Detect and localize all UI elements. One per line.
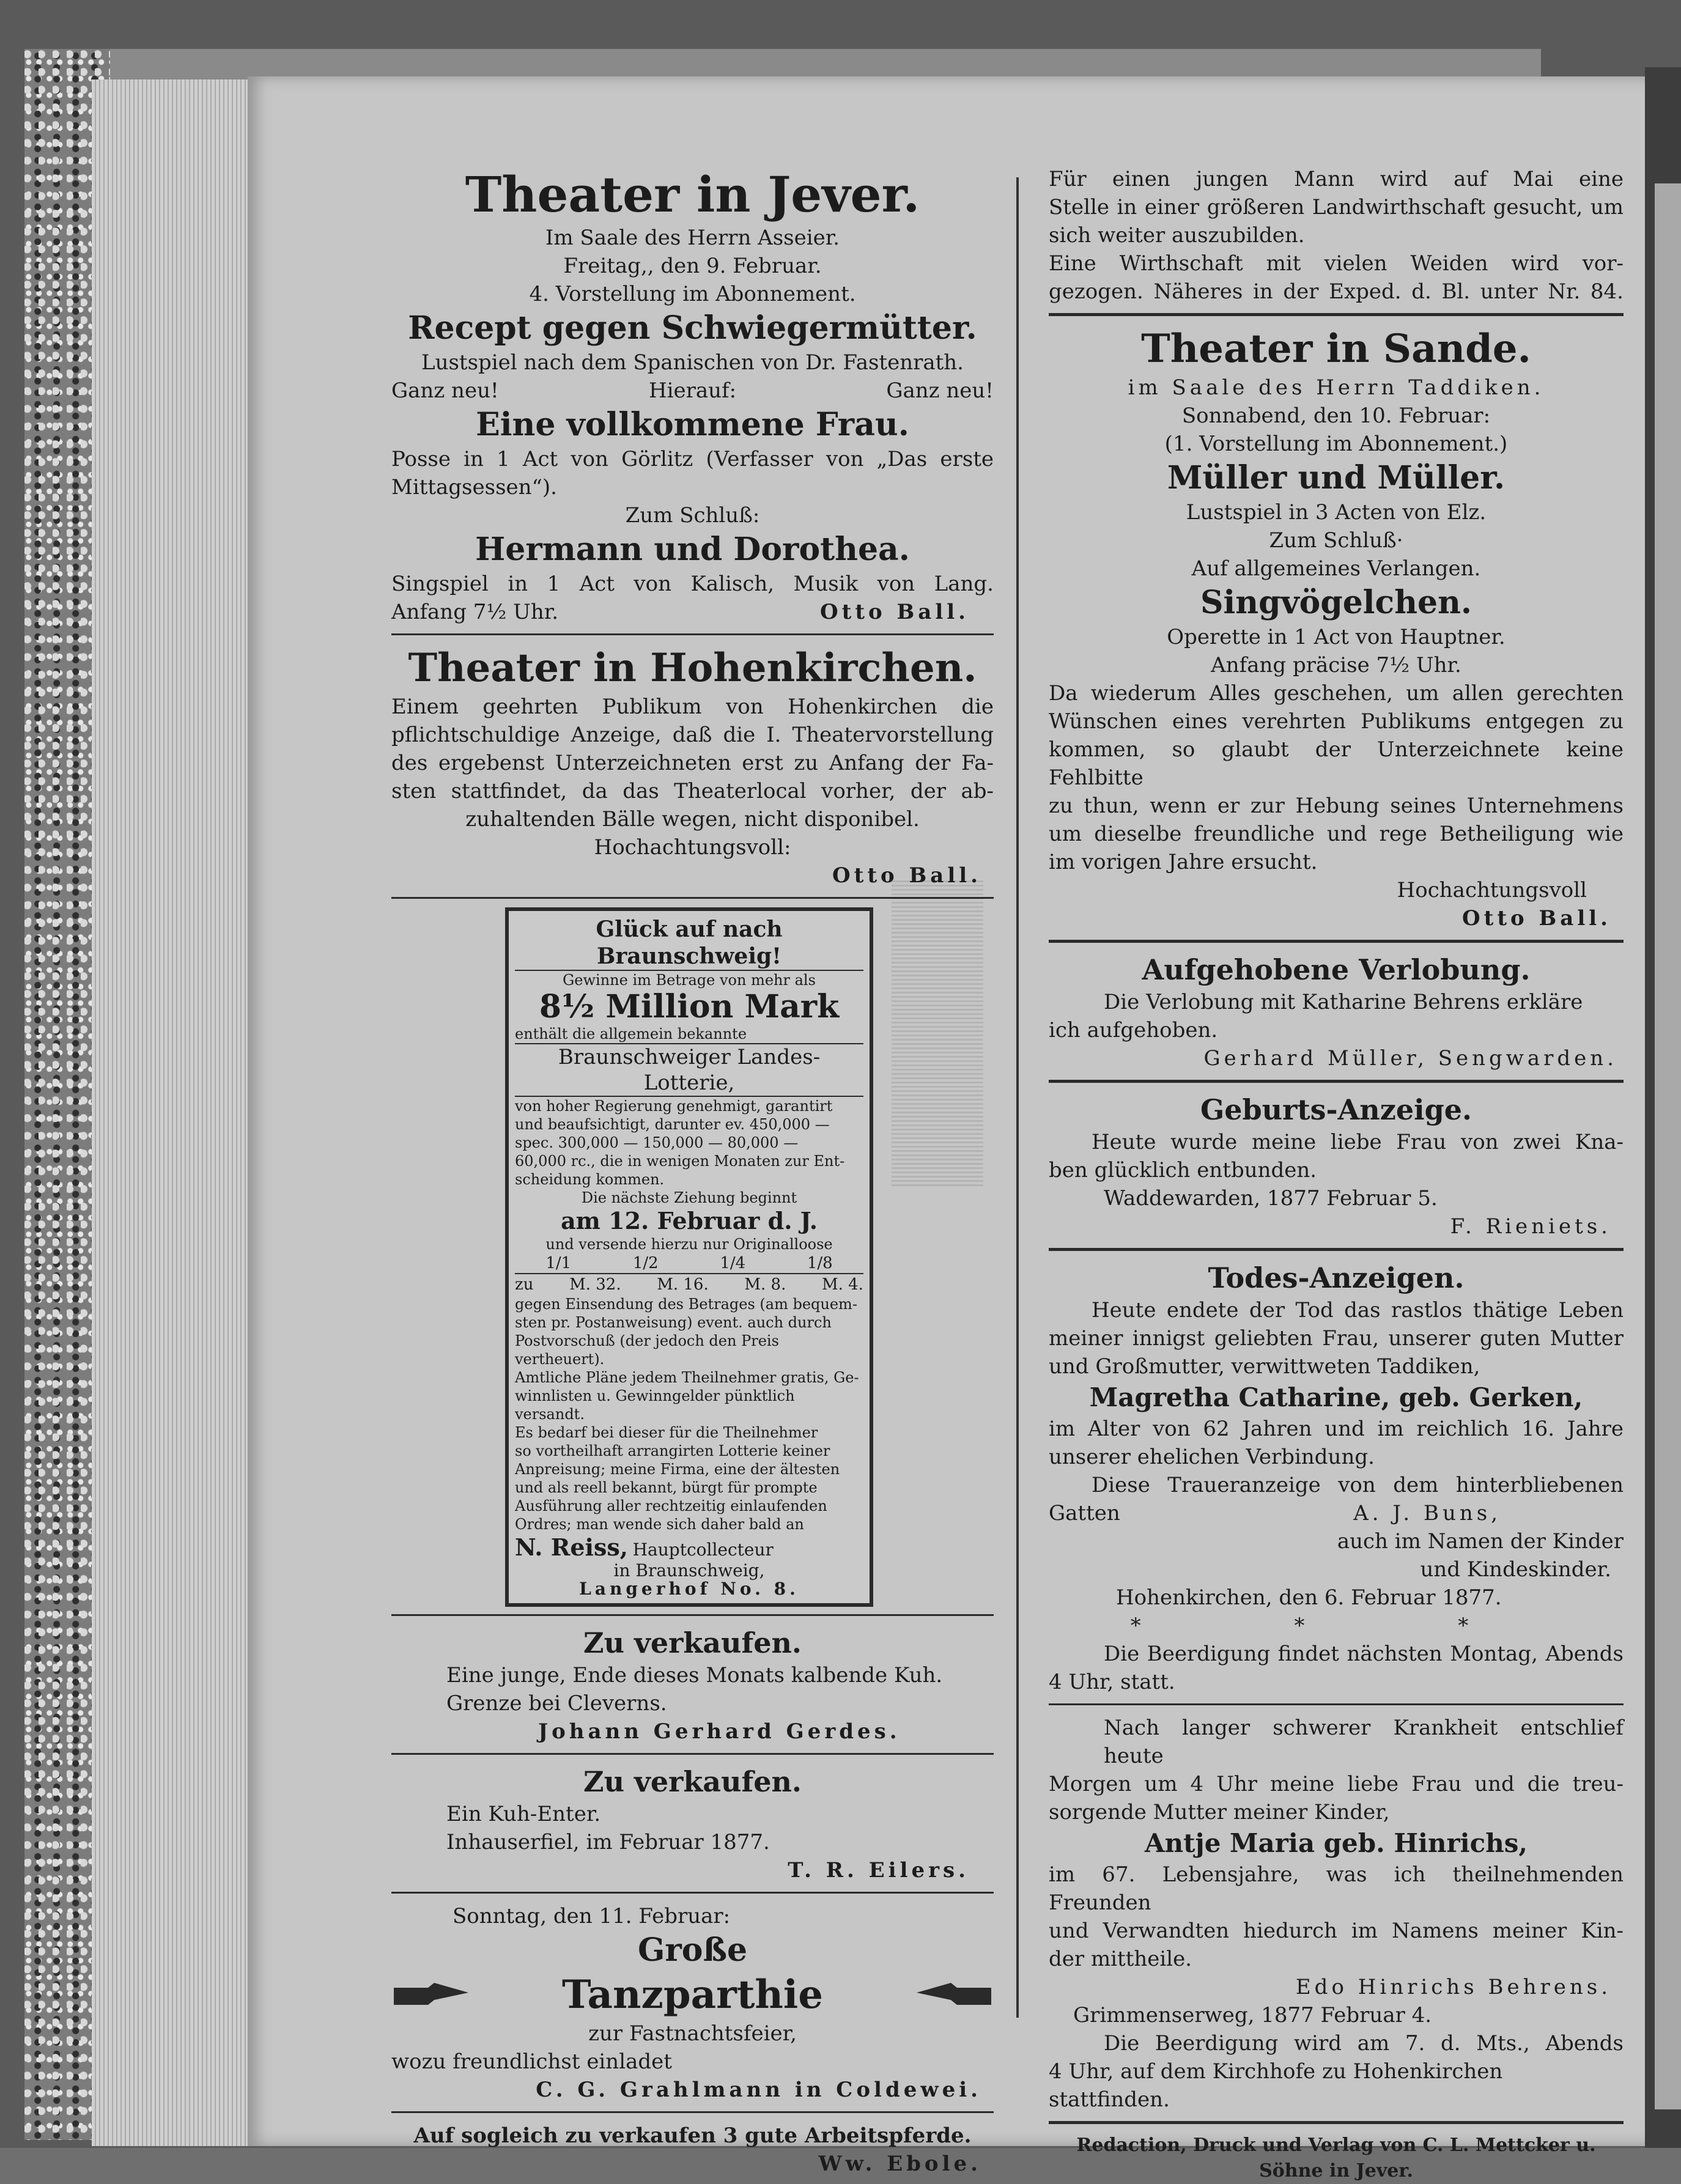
ad-line: Auf sogleich zu verkaufen 3 gute Arbeitspferde. (413, 2123, 972, 2148)
page-edges (92, 79, 251, 2146)
signature: Gerhard Müller, Sengwarden. (1203, 1046, 1617, 1071)
ad-line: Zum Schluß: (625, 503, 760, 528)
divider (1049, 940, 1624, 943)
ad-title: Geburts-Anzeige. (1200, 1093, 1472, 1126)
ad-sale-enter (391, 1763, 994, 1884)
ad-job (1049, 165, 1624, 306)
pointing-hand-left-icon (914, 1976, 994, 2015)
lottery-line: enthält die allgemein bekannte (515, 1025, 747, 1042)
ad-line: Die Beerdigung findet nächsten Montag, Abends (1104, 1642, 1624, 1666)
ad-theater-jever (391, 165, 994, 626)
signature: Johann Gerhard Gerdes. (538, 1719, 901, 1744)
ad-dance (391, 1902, 994, 2104)
ad-line: Hochachtungsvoll: (594, 835, 791, 860)
play-title: Müller und Müller. (1167, 459, 1506, 496)
lottery-line: in Braunschweig, (613, 1560, 765, 1581)
ad-line: zu thun, wenn er zur Hebung seines Unternehmens (1049, 794, 1624, 818)
ad-line: Lustspiel in 3 Acten von Elz. (1186, 500, 1487, 525)
ad-theater-hohenkirchen (391, 644, 994, 890)
price: M. 32. (569, 1275, 621, 1294)
ad-line: kommen, so glaubt der Unterzeichnete keine Fehlbitte (1049, 737, 1624, 790)
ad-line: Posse in 1 Act von Görlitz (Verfasser von „Das erste (391, 447, 994, 471)
lottery-firm: N. Reiss, (515, 1533, 628, 1561)
play-title: Singvögelchen. (1200, 584, 1472, 621)
ad-line: Hochachtungsvoll (1397, 878, 1587, 902)
ad-line: Grimmenserweg, 1877 Februar 4. (1073, 2003, 1432, 2027)
ad-lottery (505, 907, 873, 1607)
lottery-line: und beaufsichtigt, darunter ev. 450,000 — (515, 1116, 830, 1133)
ad-line: auch im Namen der Kinder (1337, 1529, 1624, 1554)
ad-birth (1049, 1091, 1624, 1241)
signature: A. J. Buns, (1353, 1501, 1501, 1525)
lottery-firm-row (515, 1533, 863, 1562)
signature: Otto Ball. (1462, 906, 1611, 931)
ad-line: Anfang präcise 7½ Uhr. (1211, 653, 1461, 677)
divider (1049, 1080, 1624, 1083)
ad-engagement (1049, 951, 1624, 1072)
lottery-prices (515, 1273, 863, 1295)
ad-line: meiner innigst geliebten Frau, unserer guten Mutter (1049, 1326, 1624, 1351)
lottery-amount: 8½ Million Mark (539, 988, 840, 1025)
ad-line: Mittagsessen“). (391, 475, 557, 500)
play-title: Recept gegen Schwiegermütter. (408, 309, 977, 347)
ad-line: Auf allgemeines Verlangen. (1191, 556, 1481, 581)
ad-line: Singspiel in 1 Act von Kalisch, Musik von Lang. (391, 572, 994, 596)
divider (391, 1614, 994, 1616)
pointing-hand-right-icon (391, 1976, 471, 2015)
signature: C. G. Grahlmann in Coldewei. (536, 2078, 981, 2102)
ad-line: Grenze bei Cleverns. (446, 1691, 667, 1716)
lottery-line: gegen Einsendung des Betrages (am bequem- (515, 1296, 857, 1313)
ad-sale-cow (391, 1625, 994, 1746)
ad-line: des ergebenst Unterzeichneten erst zu Anfang der Fa- (391, 751, 994, 775)
ad-line: Heute endete der Tod das rastlos thätige Leben (1092, 1298, 1624, 1323)
ad-line: Die Verlobung mit Katharine Behrens erkläre (1104, 990, 1583, 1014)
ad-line: Sonnabend, den 10. Februar: (1181, 404, 1491, 428)
ad-line: unserer ehelichen Verbindung. (1049, 1445, 1375, 1469)
lottery-line: Gewinne im Betrage von mehr als (563, 972, 816, 989)
ad-line: und Verwandten hiedurch im Namens meiner Kin- (1049, 1919, 1624, 1943)
ad-line: ich aufgehoben. (1049, 1018, 1218, 1042)
lottery-line: Amtliche Pläne jedem Theilnehmer gratis, Ge- (515, 1369, 859, 1386)
ad-line: Für einen jungen Mann wird auf Mai eine (1049, 167, 1624, 191)
column-divider (1016, 177, 1019, 2018)
fraction: 1/4 (720, 1254, 746, 1272)
lottery-line: Die nächste Ziehung beginnt (581, 1189, 797, 1206)
ad-line: Nach langer schwerer Krankheit entschlief heute (1104, 1716, 1624, 1768)
ad-line: der mittheile. (1049, 1947, 1192, 1971)
ad-title: Theater in Hohenkirchen. (408, 645, 977, 691)
ad-text: Ganz neu! (391, 378, 499, 403)
lottery-line: Ausführung aller rechtzeitig einlaufenden (515, 1497, 827, 1514)
ad-line: Sonntag, den 11. Februar: (453, 1904, 731, 1928)
ad-row (391, 377, 994, 405)
ad-text: Ganz neu! (886, 378, 994, 403)
ad-line: ben glücklich entbunden. (1049, 1158, 1317, 1182)
ad-line: Lustspiel nach dem Spanischen von Dr. Fastenrath. (421, 350, 964, 375)
ad-line: und Großmutter, verwittweten Taddiken, (1049, 1354, 1480, 1379)
ad-line: Einem geehrten Publikum von Hohenkirchen die (391, 695, 994, 719)
ad-line: Heute wurde meine liebe Frau von zwei Kna- (1092, 1130, 1624, 1154)
ad-text: Gatten (1049, 1501, 1120, 1525)
ad-text: Hierauf: (648, 378, 737, 403)
ad-line: Wünschen eines verehrten Publikums entgegen zu (1049, 709, 1624, 734)
divider (1049, 2121, 1624, 2124)
divider (391, 1753, 994, 1755)
ad-title: Theater in Sande. (1141, 326, 1531, 372)
ad-line: Stelle in einer größeren Landwirthschaft gesucht, um (1049, 195, 1624, 220)
lottery-line: sten pr. Postanweisung) event. auch durch (515, 1314, 832, 1331)
signature: Ww. Ebole. (818, 2152, 981, 2176)
lottery-line: von hoher Regierung genehmigt, garantirt (515, 1098, 833, 1115)
ad-line: gezogen. Näheres in der Exped. d. Bl. unter Nr. 84. (1049, 279, 1624, 304)
ad-line: Ein Kuh-Enter. (446, 1802, 601, 1826)
play-title: Eine vollkommene Frau. (476, 406, 909, 443)
signature: Otto Ball. (832, 863, 981, 888)
price: M. 4. (821, 1275, 863, 1294)
lottery-line: winnlisten u. Gewinngelder pünktlich versandt. (515, 1387, 795, 1423)
ad-line: Inhauserfiel, im Februar 1877. (446, 1830, 770, 1854)
ad-line: (1. Vorstellung im Abonnement.) (1164, 432, 1508, 456)
ad-line: 4 Uhr, auf dem Kirchhofe zu Hohenkirchen stattfinden. (1049, 2059, 1503, 2112)
lottery-line: Ordres; man wende sich daher bald an (515, 1516, 804, 1533)
lottery-line: Postvorschuß (der jedoch den Preis vertheuert). (515, 1332, 779, 1368)
deceased-name: Antje Maria geb. Hinrichs, (1144, 1828, 1528, 1858)
lottery-line: scheidung kommen. (515, 1171, 665, 1188)
divider (391, 897, 994, 899)
lottery-line: spec. 300,000 — 150,000 — 80,000 — (515, 1134, 799, 1151)
ad-line: Waddewarden, 1877 Februar 5. (1104, 1186, 1438, 1211)
divider (1049, 313, 1624, 316)
ad-line: um dieselbe freundliche und rege Betheiligung wie (1049, 822, 1624, 846)
fraction: 1/1 (545, 1254, 572, 1272)
separator-stars: * * * (1130, 1614, 1542, 1638)
price: M. 8. (744, 1275, 786, 1294)
lottery-line: und als reell bekannt, bürgt für prompte (515, 1479, 818, 1496)
ad-line: im vorigen Jahre ersucht. (1049, 850, 1318, 874)
ad-text: Anfang 7½ Uhr. (391, 600, 559, 624)
divider (391, 2111, 994, 2113)
lottery-fractions (515, 1253, 863, 1273)
divider (391, 1892, 994, 1894)
ad-title: Zu verkaufen. (583, 1626, 802, 1659)
ad-title: Todes-Anzeigen. (1208, 1261, 1465, 1294)
ad-line: 4. Vorstellung im Abonnement. (529, 282, 856, 306)
price: zu (515, 1275, 534, 1294)
ad-line: Hohenkirchen, den 6. Februar 1877. (1116, 1585, 1502, 1610)
ad-title: Tanzparthie (562, 1972, 823, 2018)
ad-title: Aufgehobene Verlobung. (1142, 953, 1531, 986)
ad-line: Eine Wirthschaft mit vielen Weiden wird vor- (1049, 251, 1624, 276)
lottery-headline: Glück auf nach Braunschweig! (515, 916, 863, 971)
imprint-footer: Redaction, Druck und Verlag von C. L. Mettcker u. Söhne in Jever. (1076, 2134, 1596, 2182)
ad-line: Diese Traueranzeige von dem hinterbliebenen (1092, 1473, 1624, 1497)
ad-title: Große (637, 1931, 748, 1969)
next-page-strip (1655, 183, 1681, 2109)
dance-row (391, 1971, 994, 2020)
signature: Edo Hinrichs Behrens. (1295, 1975, 1611, 1999)
divider (1049, 1703, 1624, 1705)
ad-line: Zum Schluß· (1269, 528, 1403, 553)
ad-theater-sande (1049, 325, 1624, 932)
lottery-line: so vortheilhaft arrangirten Lotterie keiner (515, 1442, 830, 1459)
ad-title: Zu verkaufen. (583, 1765, 802, 1798)
ad-line: zuhaltenden Bälle wegen, nicht disponibel. (465, 807, 920, 832)
signature: Otto Ball. (820, 600, 969, 624)
divider (1049, 1248, 1624, 1251)
lottery-line: Langerhof No. 8. (579, 1579, 799, 1599)
ad-title: Theater in Jever. (465, 166, 920, 223)
ad-death (1049, 1260, 1624, 2114)
ad-line: Im Saale des Herrn Asseier. (545, 226, 840, 250)
ad-line: 4 Uhr, statt. (1049, 1670, 1175, 1694)
ad-line: zur Fastnachtsfeier, (588, 2021, 797, 2046)
right-column (1049, 165, 1624, 2184)
lottery-line: Es bedarf bei dieser für die Theilnehmer (515, 1424, 818, 1441)
lottery-line: 60,000 rc., die in wenigen Monaten zur Ent- (515, 1153, 845, 1170)
fraction: 1/8 (807, 1254, 833, 1272)
fraction: 1/2 (632, 1254, 659, 1272)
ad-line: und Kindeskinder. (1420, 1557, 1611, 1582)
ad-line: im Alter von 62 Jahren und im reichlich 16. Jahre (1049, 1417, 1624, 1441)
signature: F. Rieniets. (1450, 1214, 1611, 1239)
signature: T. R. Eilers. (788, 1858, 969, 1883)
ad-line: Freitag,, den 9. Februar. (563, 254, 822, 278)
ad-row (391, 598, 994, 626)
ad-line: wozu freundlichst einladet (391, 2049, 672, 2074)
lottery-line: Hauptcollecteur (632, 1540, 774, 1560)
ad-horses (391, 2122, 994, 2178)
divider (391, 633, 994, 635)
ad-line: Eine junge, Ende dieses Monats kalbende Kuh. (446, 1663, 943, 1688)
left-column (391, 165, 994, 2178)
ad-line: pflichtschuldige Anzeige, daß die I. Theatervorstellung (391, 723, 994, 747)
ad-line: Die Beerdigung wird am 7. d. Mts., Abends (1104, 2031, 1624, 2056)
price: M. 16. (657, 1275, 709, 1294)
ad-line: Da wiederum Alles geschehen, um allen gerechten (1049, 681, 1624, 706)
ad-line: im 67. Lebensjahre, was ich theilnehmenden Freunden (1049, 1862, 1624, 1915)
ad-line: im Saale des Herrn Taddiken. (1128, 375, 1545, 400)
ad-line: sten stattfindet, da das Theaterlocal vorher, der ab- (391, 779, 994, 803)
lottery-line: und versende hierzu nur Originalloose (545, 1236, 833, 1253)
ad-line: sich weiter auszubilden. (1049, 223, 1305, 248)
ad-row (1049, 1499, 1624, 1527)
lottery-date: am 12. Februar d. J. (561, 1207, 818, 1234)
lottery-line: Anpreisung; meine Firma, eine der ältesten (515, 1461, 840, 1478)
ad-line: sorgende Mutter meiner Kinder, (1049, 1800, 1390, 1824)
ad-line: Morgen um 4 Uhr meine liebe Frau und die treu- (1049, 1772, 1624, 1796)
play-title: Hermann und Dorothea. (475, 531, 910, 568)
lottery-name: Braunschweiger Landes-Lotterie, (515, 1043, 863, 1097)
deceased-name: Magretha Catharine, geb. Gerken, (1089, 1382, 1583, 1412)
ad-line: Operette in 1 Act von Hauptner. (1167, 625, 1506, 649)
